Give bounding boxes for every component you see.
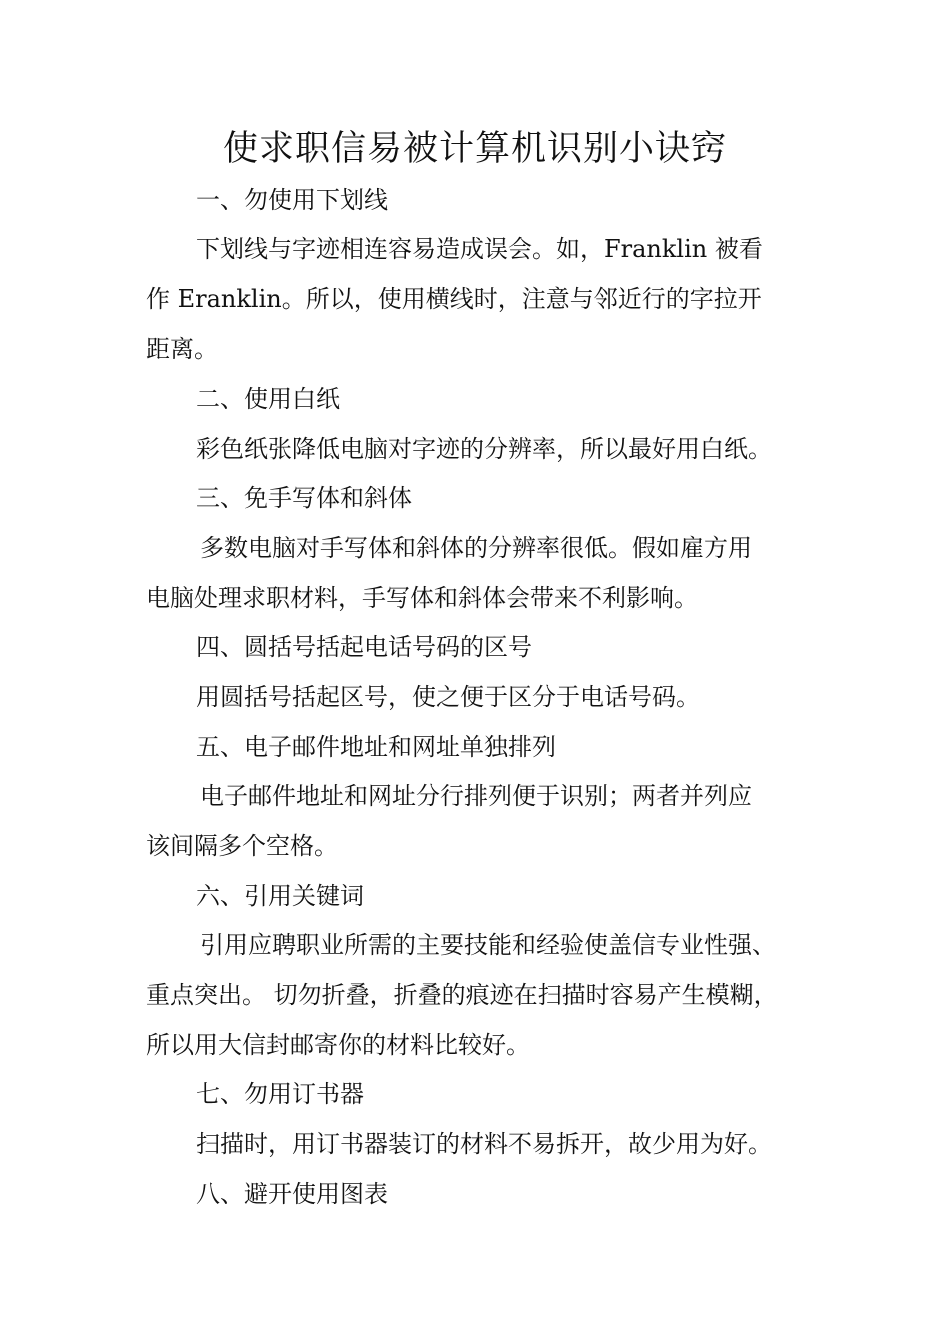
paragraph-line: 扫描时，用订书器装订的材料不易拆开，故少用为好。 bbox=[196, 1130, 772, 1158]
section-heading-3: 三、免手写体和斜体 bbox=[196, 484, 412, 512]
paragraph-line: 引用应聘职业所需的主要技能和经验使盖信专业性强、 bbox=[200, 931, 776, 959]
section-heading-7: 七、勿用订书器 bbox=[196, 1080, 364, 1108]
section-heading-6: 六、引用关键词 bbox=[196, 882, 364, 910]
paragraph-line: 用圆括号括起区号，使之便于区分于电话号码。 bbox=[196, 683, 700, 711]
paragraph-line: 该间隔多个空格。 bbox=[146, 832, 338, 860]
paragraph-line: 所以用大信封邮寄你的材料比较好。 bbox=[146, 1031, 530, 1059]
paragraph-line: 作 Eranklin。所以，使用横线时，注意与邻近行的字拉开 bbox=[146, 285, 762, 313]
section-heading-2: 二、使用白纸 bbox=[196, 385, 340, 413]
paragraph-line: 重点突出。 切勿折叠，折叠的痕迹在扫描时容易产生模糊， bbox=[146, 981, 778, 1009]
paragraph-line: 电子邮件地址和网址分行排列便于识别；两者并列应 bbox=[200, 782, 752, 810]
document-title: 使求职信易被计算机识别小诀窍 bbox=[222, 129, 727, 169]
paragraph-line: 多数电脑对手写体和斜体的分辨率很低。假如雇方用 bbox=[200, 534, 752, 562]
section-heading-8: 八、避开使用图表 bbox=[196, 1180, 388, 1208]
paragraph-line: 电脑处理求职材料，手写体和斜体会带来不利影响。 bbox=[146, 584, 698, 612]
section-heading-4: 四、圆括号括起电话号码的区号 bbox=[196, 633, 532, 661]
section-heading-1: 一、勿使用下划线 bbox=[196, 186, 388, 214]
section-heading-5: 五、电子邮件地址和网址单独排列 bbox=[196, 733, 556, 761]
paragraph-line: 距离。 bbox=[146, 335, 218, 363]
paragraph-line: 彩色纸张降低电脑对字迹的分辨率，所以最好用白纸。 bbox=[196, 435, 772, 463]
paragraph-line: 下划线与字迹相连容易造成误会。如，Franklin 被看 bbox=[196, 235, 763, 263]
